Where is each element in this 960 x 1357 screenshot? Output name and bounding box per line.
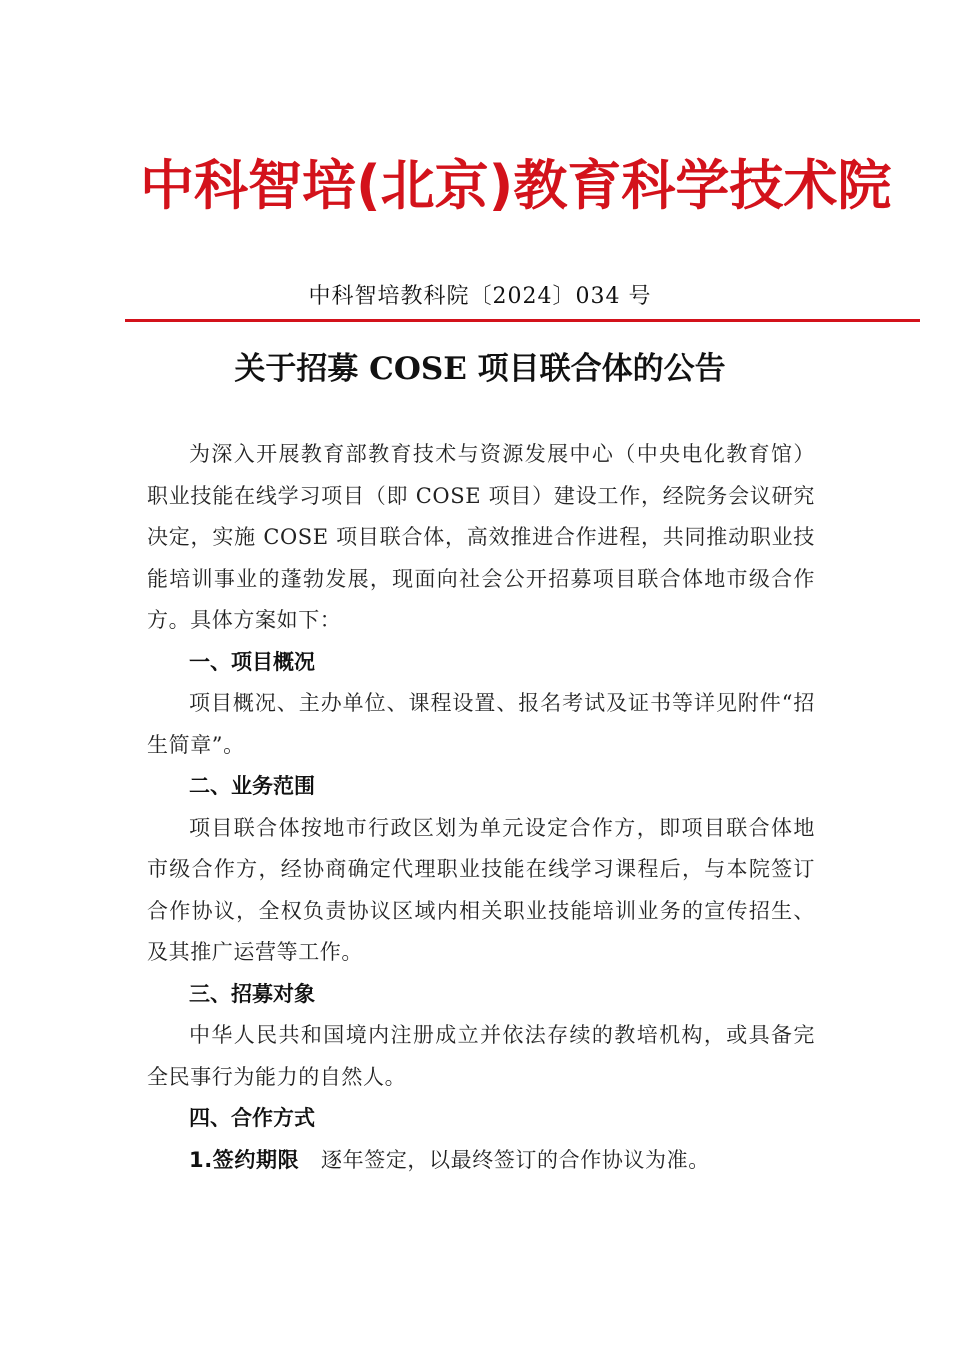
section-heading-overview: 一、项目概况 <box>189 649 315 674</box>
section-text-targets: 中华人民共和国境内注册成立并依法存续的教培机构，或具备完全民事行为能力的自然人。 <box>147 1023 815 1089</box>
term-label: 1.签约期限 <box>189 1147 300 1172</box>
institution-masthead: 中科智培(北京)教育科学技术院 <box>140 154 892 217</box>
intro-paragraph: 为深入开展教育部教育技术与资源发展中心（中央电化教育馆）职业技能在线学习项目（即 COSE 项目）建设工作，经院务会议研究决定，实施 COSE 项目联合体，高效推进合作进程，共同推动职业技能培训事业的蓬勃发展，现面向社会公开招募项目联合体地市级合作方。具体方案如下： <box>147 442 815 632</box>
cooperation-item-term <box>147 1140 815 1182</box>
document-number: 中科智培教科院〔2024〕034 号 <box>308 284 652 309</box>
announcement-title: 关于招募 COSE 项目联合体的公告 <box>234 351 726 387</box>
section-text-overview: 项目概况、主办单位、课程设置、报名考试及证书等详见附件“招生简章”。 <box>147 691 815 757</box>
section-heading-targets: 三、招募对象 <box>189 981 315 1006</box>
section-text-scope: 项目联合体按地市行政区划为单元设定合作方，即项目联合体地市级合作方，经协商确定代理职业技能在线学习课程后，与本院签订合作协议，全权负责协议区域内相关职业技能培训业务的宣传招生、及其推广运营等工作。 <box>147 815 815 964</box>
red-divider-line <box>125 319 920 322</box>
term-text: 逐年签定，以最终签订的合作协议为准。 <box>321 1147 710 1172</box>
section-heading-scope: 二、业务范围 <box>189 774 315 798</box>
announcement-body <box>147 434 815 1181</box>
section-heading-cooperation: 四、合作方式 <box>189 1106 315 1130</box>
